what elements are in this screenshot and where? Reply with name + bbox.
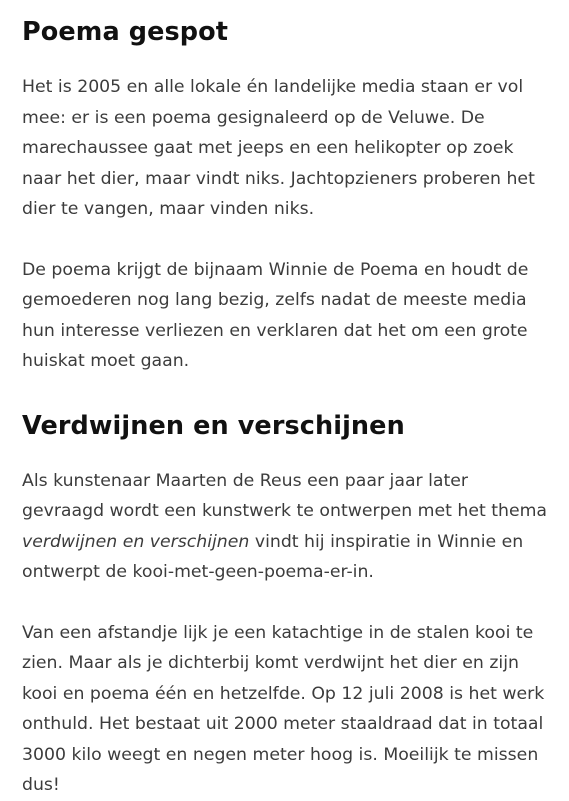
section-heading-verdwijnen-verschijnen: Verdwijnen en verschijnen [22,410,405,441]
paragraph-poema-sighting: Het is 2005 en alle lokale én landelijke media staan er vol mee: er is een poema gesignaleerd op de Veluwe. De marechaussee gaat met jeeps en een helikopter op zoek naar het dier, maar vindt niks. Jachtopzieners proberen het dier te vangen, maar vinden niks. [22,77,535,219]
paragraph-artist-inspiration [22,466,552,588]
paragraph-winnie-nickname: De poema krijgt de bijnaam Winnie de Poema en houdt de gemoederen nog lang bezig, zelfs nadat de meeste media hun interesse verliezen en verklaren dat het om een grote huiskat moet gaan. [22,259,529,371]
article-body [22,0,552,801]
paragraph-cage-description: Van een afstandje lijk je een katachtige in de stalen kooi te zien. Maar als je dichterbij komt verdwijnt het dier en zijn kooi en poema één en hetzelfde. Op 12 juli 2008 is het werk onthuld. Het bestaat uit 2000 meter staaldraad dat in totaal 3000 kilo weegt en negen meter hoog is. Moeilijk te missen dus! [22,622,545,795]
paragraph-text-start: Als kunstenaar Maarten de Reus een paar jaar later gevraagd wordt een kunstwerk te ontwerpen met het thema [22,470,548,521]
theme-emphasis: verdwijnen en verschijnen [22,531,250,552]
section-heading-poema-gespot: Poema gespot [22,17,229,47]
paragraph-text-end: vindt hij inspiratie in Winnie en ontwerpt de kooi-met-geen-poema-er-in. [22,531,524,582]
